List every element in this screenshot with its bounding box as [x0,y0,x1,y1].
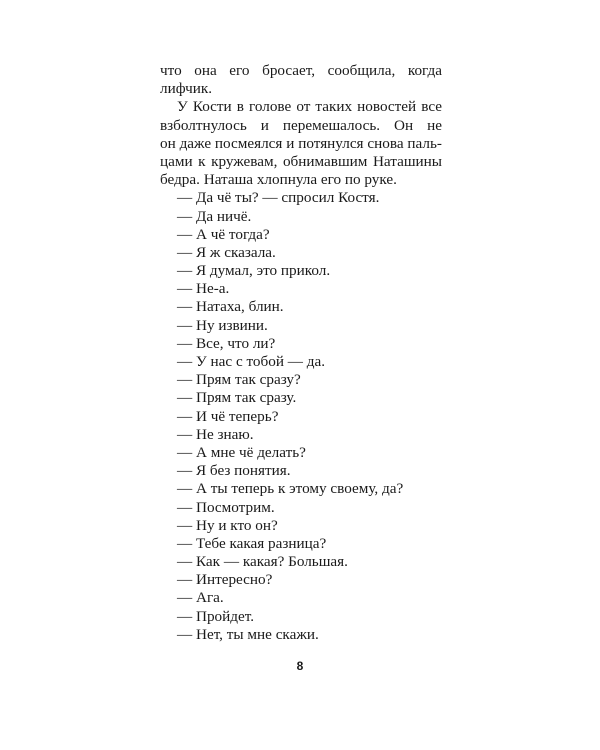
dialogue-line: — Нет, ты мне скажи. [177,625,319,643]
text-line: бедра. Наташа хлопнула его по руке. [160,171,397,189]
text-line: цами к кружевам, обнимавшим Наташины [160,152,442,170]
dialogue-line: — Посмотрим. [177,498,275,516]
page-number: 8 [296,659,304,673]
dialogue-line: — Я ж сказала. [177,243,276,261]
dialogue-line: — Не-а. [177,280,230,298]
dialogue-line: — Не знаю. [177,425,254,443]
text-line: он даже посмеялся и потянулся снова паль- [160,134,442,152]
dialogue-line: — Натаха, блин. [177,298,284,316]
dialogue-line: — Я без понятия. [177,462,291,480]
paragraph-1 [160,62,442,98]
text-line: что она его бросает, сообщила, когда [160,62,442,79]
page-text [160,62,442,644]
dialogue [160,189,442,644]
dialogue-line: — Все, что ли? [177,334,276,352]
dialogue-line: — Да ничё. [177,207,252,225]
dialogue-line: — Ну извини. [177,316,268,334]
dialogue-line: — Пройдет. [177,607,255,625]
dialogue-line: — Тебе какая разница? [177,534,327,552]
dialogue-line: — Прям так сразу. [177,389,297,407]
dialogue-line: — Да чё ты? — спросил Костя. [177,189,380,207]
dialogue-line: — Прям так сразу? [177,371,301,389]
dialogue-line: — Ага. [177,589,224,607]
dialogue-line: — И чё теперь? [177,407,279,425]
dialogue-line: — А мне чё делать? [177,443,306,461]
paragraph-2 [160,98,442,189]
dialogue-line: — Интересно? [177,571,273,589]
text-line: лифчик. [160,80,213,98]
dialogue-line: — А чё тогда? [177,225,270,243]
dialogue-line: — А ты теперь к этому своему, да? [177,480,404,498]
dialogue-line: — Как — какая? Большая. [177,553,348,571]
text-line: взболтнулось и перемешалось. Он не [160,116,442,134]
dialogue-line: — У нас с тобой — да. [177,353,326,370]
dialogue-line: — Я думал, это прикол. [177,262,331,280]
text-line: У Кости в голове от таких новостей все [177,98,442,116]
dialogue-line: — Ну и кто он? [177,516,278,534]
